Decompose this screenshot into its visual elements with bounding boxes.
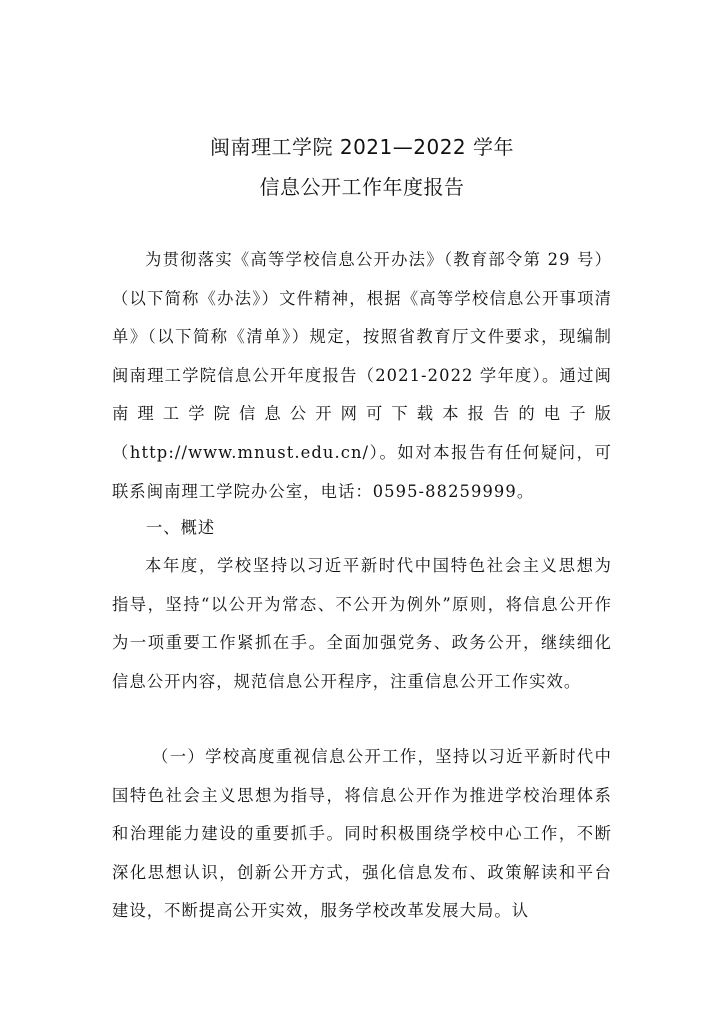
subsection-paragraph-1: （一）学校高度重视信息公开工作，坚持以习近平新时代中国特色社会主义思想为指导，将信息公开作为推进学校治理体系和治理能力建设的重要抓手。同时积极围绕学校中心工作，不断深化思想认识，创新公开方式，强化信息发布、政策解读和平台建设，不断提高公开实效，服务学校改革发展大局。认 [112,747,612,921]
document-title-line-1: 闽南理工学院 2021—2022 学年 [209,135,514,159]
intro-paragraph: 为贯彻落实《高等学校信息公开办法》（教育部令第 29 号）（以下简称《办法》）文件精神，根据《高等学校信息公开事项清单》（以下简称《清单》）规定，按照省教育厅文件要求，现编制闽南理工学院信息公开年度报告（2021-2022 学年度）。通过闽南理工学院信息公开网可下载本报告的电子版（http://www.mnust.edu.cn/）。如对本报告有任何疑问，可联系闽南理工学院办公室，电话：0595-88259999。 [112,250,612,501]
section-heading-overview: 一、概述 [146,518,216,537]
document-title-line-2: 信息公开工作年度报告 [259,175,465,199]
overview-paragraph: 本年度，学校坚持以习近平新时代中国特色社会主义思想为指导，坚持“以公开为常态、不公开为例外”原则，将信息公开作为一项重要工作紧抓在手。全面加强党务、政务公开，继续细化信息公开内容，规范信息公开程序，注重信息公开工作实效。 [112,556,612,691]
